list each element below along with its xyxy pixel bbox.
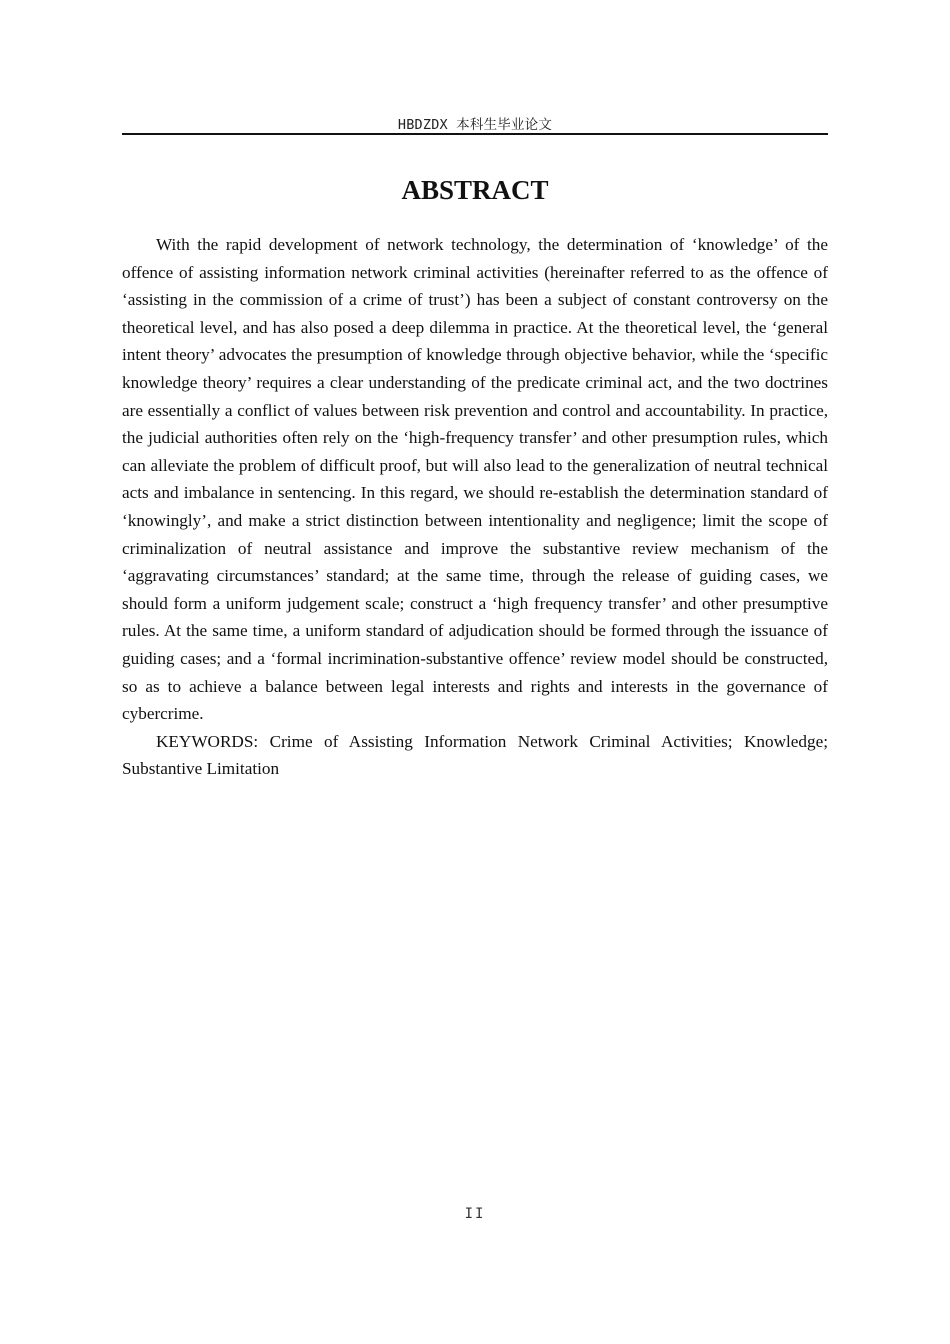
page-number: II [464, 1206, 486, 1222]
abstract-body [122, 231, 828, 783]
abstract-title: ABSTRACT [401, 175, 549, 205]
keywords-paragraph: KEYWORDS: Crime of Assisting Information Network Criminal Activities; Knowledge; Substantive Limitation [122, 731, 828, 779]
abstract-paragraph: With the rapid development of network technology, the determination of ‘knowledge’ of the offence of assisting information network criminal activities (hereinafter referred to as the offence of ‘assisting in the commission of a crime of trust’) has been a subject of constant controversy on the theoretical level, and has also posed a deep dilemma in practice. At the theoretical level, the ‘general intent theory’ advocates the presumption of knowledge through objective behavior, while the ‘specific knowledge theory’ requires a clear understanding of the predicate criminal act, and the two doctrines are essentially a conflict of values between risk prevention and control and accountability. In practice, the judicial authorities often rely on the ‘high-frequency transfer’ and other presumption rules, which can alleviate the problem of difficult proof, but will also lead to the generalization of neutral technical acts and imbalance in sentencing. In this regard, we should re-establish the determination standard of ‘knowingly’, and make a strict distinction between intentionality and negligence; limit the scope of criminalization of neutral assistance and improve the substantive review mechanism of the ‘aggravating circumstances’ standard; at the same time, through the release of guiding cases, we should form a uniform judgement scale; construct a ‘high frequency transfer’ and other presumptive rules. At the same time, a uniform standard of adjudication should be formed through the issuance of guiding cases; and a ‘formal incrimination-substantive offence’ review model should be constructed, so as to achieve a balance between legal interests and rights and interests in the governance of cybercrime. [122, 235, 828, 724]
header-divider [122, 133, 828, 135]
running-header: HBDZDX 本科生毕业论文 [397, 117, 553, 133]
